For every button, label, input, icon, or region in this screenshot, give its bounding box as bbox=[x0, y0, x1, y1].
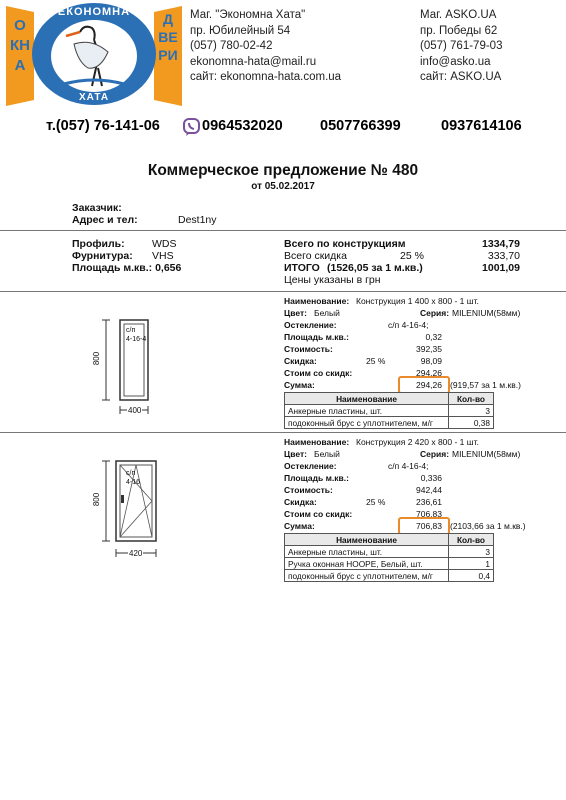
sum-value: 294,26 bbox=[384, 380, 442, 390]
width-dim-1: 400 bbox=[128, 406, 142, 415]
area-label: Площадь м.кв.: bbox=[284, 332, 349, 342]
col-qty: Кол-во bbox=[449, 534, 494, 546]
disc-cost-value: 294,26 bbox=[416, 368, 442, 378]
itogo-value: 1001,09 bbox=[482, 262, 520, 274]
total-value: 1334,79 bbox=[482, 238, 520, 250]
construction-1 bbox=[0, 292, 566, 432]
company-logo bbox=[4, 2, 184, 110]
currency-note: Цены указаны в грн bbox=[284, 274, 381, 286]
profile-label: Профиль: bbox=[72, 238, 125, 250]
sum-label: Сумма: bbox=[284, 521, 315, 531]
material-qty: 3 bbox=[449, 405, 494, 417]
address-value: Dest1ny bbox=[178, 214, 217, 226]
glazing-value: с/п 4-16-4; bbox=[388, 320, 429, 330]
col-qty: Кол-во bbox=[449, 393, 494, 405]
height-dim-2: 800 bbox=[92, 492, 102, 507]
name-label: Наименование: bbox=[284, 437, 350, 447]
store1-phone: (057) 780-02-42 bbox=[190, 40, 273, 52]
material-name: подоконный брус с уплотнителем, м/г bbox=[285, 417, 449, 429]
store1-name: Маг. "Экономна Хата" bbox=[190, 9, 306, 21]
glazing-label: Остекление: bbox=[284, 320, 337, 330]
store1-address: пр. Юбилейный 54 bbox=[190, 24, 291, 37]
material-name: Анкерные пластины, шт. bbox=[285, 405, 449, 417]
series-value: MILENIUM(58мм) bbox=[452, 449, 521, 459]
mobile-phone-1: 0507766399 bbox=[320, 118, 401, 134]
series-value: MILENIUM(58мм) bbox=[452, 308, 521, 318]
itogo-per-m2: (1526,05 за 1 м.кв.) bbox=[327, 262, 423, 274]
fittings-value: VHS bbox=[152, 250, 174, 262]
material-qty: 0,38 bbox=[449, 417, 494, 429]
viber-phone: 0964532020 bbox=[202, 118, 283, 134]
store2-site[interactable]: сайт: ASKO.UA bbox=[420, 71, 502, 83]
color-label: Цвет: bbox=[284, 308, 307, 318]
fittings-label: Фурнитура: bbox=[72, 250, 133, 262]
window-drawing-1 bbox=[92, 314, 166, 418]
document-title: Коммерческое предложение № 480 bbox=[147, 162, 419, 179]
disc-cost-label: Стоим со скидк: bbox=[284, 509, 353, 519]
document-date: от 05.02.2017 bbox=[251, 181, 315, 192]
disc-cost-value: 706,83 bbox=[416, 509, 442, 519]
discount-pct: 25 % bbox=[400, 250, 424, 262]
height-dim-1: 800 bbox=[92, 351, 102, 366]
discount-value: 98,09 bbox=[420, 356, 442, 366]
store2-email[interactable]: info@asko.ua bbox=[420, 55, 491, 68]
store2-phone: (057) 761-79-03 bbox=[420, 40, 503, 52]
col-name: Наименование bbox=[285, 534, 449, 546]
series-label: Серия: bbox=[420, 308, 450, 318]
glass-label-1: с/п 4-16-4 bbox=[126, 327, 147, 343]
col-name: Наименование bbox=[285, 393, 449, 405]
discount-pct: 25 % bbox=[366, 356, 386, 366]
store2-name: Маг. ASKO.UA bbox=[420, 9, 497, 21]
table-row bbox=[285, 417, 494, 429]
glass-label-2: с/п 4-16 bbox=[126, 470, 141, 486]
color-value: Белый bbox=[314, 308, 340, 318]
table-row bbox=[285, 546, 494, 558]
discount-value: 333,70 bbox=[487, 250, 520, 262]
store2-info bbox=[420, 8, 502, 86]
discount-value: 236,61 bbox=[416, 497, 442, 507]
material-qty: 1 bbox=[449, 558, 494, 570]
profile-value: WDS bbox=[152, 238, 177, 250]
construction-2 bbox=[0, 433, 566, 593]
cost-value: 392,35 bbox=[416, 344, 442, 354]
glazing-label: Остекление: bbox=[284, 461, 337, 471]
sum-per-m2: (2103,66 за 1 м.кв.) bbox=[450, 521, 526, 531]
customer-label: Заказчик: bbox=[72, 202, 122, 214]
material-name: Анкерные пластины, шт. bbox=[285, 546, 449, 558]
window-drawing-2 bbox=[92, 455, 166, 565]
table-row bbox=[285, 558, 494, 570]
materials-table-1 bbox=[284, 392, 494, 429]
area-value: 0,32 bbox=[425, 332, 442, 342]
table-row bbox=[285, 405, 494, 417]
table-row bbox=[285, 570, 494, 582]
mobile-phone-2: 0937614106 bbox=[441, 118, 522, 134]
sum-label: Сумма: bbox=[284, 380, 315, 390]
discount-pct: 25 % bbox=[366, 497, 386, 507]
store1-info bbox=[190, 8, 341, 86]
divider bbox=[0, 230, 566, 231]
name-value: Конструкция 2 420 х 800 - 1 шт. bbox=[356, 437, 479, 447]
material-name: Ручка оконная HOOPE, Белый, шт. bbox=[285, 558, 449, 570]
width-dim-2: 420 bbox=[129, 549, 143, 558]
disc-cost-label: Стоим со скидк: bbox=[284, 368, 353, 378]
logo-right-text: ДВЕРИ bbox=[158, 11, 178, 63]
name-label: Наименование: bbox=[284, 296, 350, 306]
series-label: Серия: bbox=[420, 449, 450, 459]
cost-label: Стоимость: bbox=[284, 344, 333, 354]
discount-label: Скидка: bbox=[284, 497, 317, 507]
material-qty: 0,4 bbox=[449, 570, 494, 582]
logo-bottom-text: ХАТА bbox=[78, 92, 110, 103]
area-value: 0,336 bbox=[420, 473, 442, 483]
area-label: Площадь м.кв.: bbox=[284, 473, 349, 483]
name-value: Конструкция 1 400 х 800 - 1 шт. bbox=[356, 296, 479, 306]
total-area: Площадь м.кв.: 0,656 bbox=[72, 262, 182, 274]
itogo-label: ИТОГО bbox=[284, 262, 320, 274]
sum-per-m2: (919,57 за 1 м.кв.) bbox=[450, 380, 521, 390]
address-label: Адрес и тел: bbox=[72, 214, 138, 226]
cost-label: Стоимость: bbox=[284, 485, 333, 495]
viber-icon bbox=[183, 118, 201, 140]
logo-top-text: ЕКОНОМНА bbox=[57, 6, 131, 18]
materials-table-2 bbox=[284, 533, 494, 582]
discount-label: Скидка: bbox=[284, 356, 317, 366]
store1-email[interactable]: ekonomna-hata@mail.ru bbox=[190, 55, 317, 68]
glazing-value: с/п 4-16-4; bbox=[388, 461, 429, 471]
main-phone: т.(057) 76-141-06 bbox=[46, 118, 160, 134]
store2-address: пр. Победы 62 bbox=[420, 24, 498, 37]
sum-value: 706,83 bbox=[384, 521, 442, 531]
color-value: Белый bbox=[314, 449, 340, 459]
discount-label: Всего скидка bbox=[284, 250, 347, 262]
cost-value: 942,44 bbox=[416, 485, 442, 495]
material-name: подоконный брус с уплотнителем, м/г bbox=[285, 570, 449, 582]
color-label: Цвет: bbox=[284, 449, 307, 459]
store1-site[interactable]: сайт: ekonomna-hata.com.ua bbox=[190, 71, 342, 83]
logo-left-text: ОКНА bbox=[10, 17, 30, 74]
material-qty: 3 bbox=[449, 546, 494, 558]
total-label: Всего по конструкциям bbox=[284, 238, 406, 250]
